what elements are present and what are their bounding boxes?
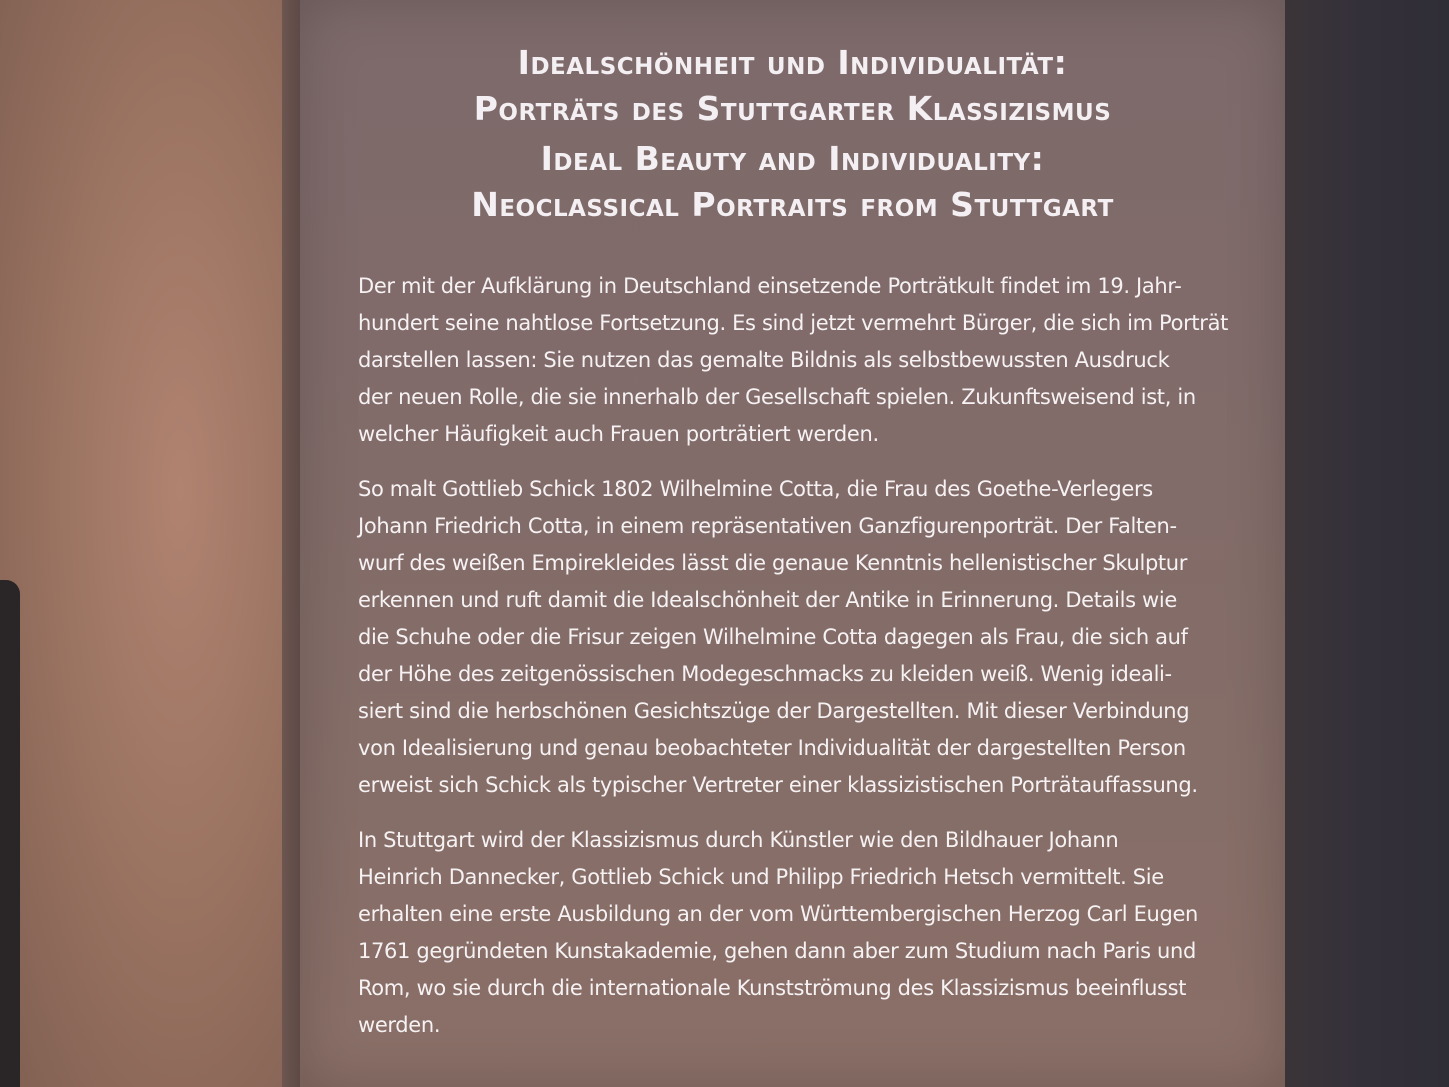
- text-line: 1761 gegründeten Kunstakademie, gehen dann aber zum Studium nach Paris und: [358, 939, 1196, 963]
- english-title: [300, 136, 1285, 228]
- dark-frame-edge: [0, 580, 20, 1087]
- text-line: hundert seine nahtlose Fortsetzung. Es sind jetzt vermehrt Bürger, die sich im Porträt: [358, 311, 1228, 335]
- text-line: werden.: [358, 1013, 441, 1037]
- text-line: der neuen Rolle, die sie innerhalb der Gesellschaft spielen. Zukunftsweisend ist, in: [358, 385, 1196, 409]
- text-line: die Schuhe oder die Frisur zeigen Wilhelmine Cotta dagegen als Frau, die sich auf: [358, 625, 1188, 649]
- paragraph-1: [358, 268, 1238, 453]
- text-line: welcher Häufigkeit auch Frauen porträtiert werden.: [358, 422, 879, 446]
- german-title: [300, 40, 1285, 132]
- paragraph-3: [358, 822, 1238, 1044]
- text-line: erweist sich Schick als typischer Vertreter einer klassizistischen Porträtauffassung.: [358, 773, 1198, 797]
- title-line: Porträts des Stuttgarter Klassizismus: [473, 89, 1112, 128]
- text-line: von Idealisierung und genau beobachteter Individualität der dargestellten Person: [358, 736, 1186, 760]
- text-line: erkennen und ruft damit die Idealschönheit der Antike in Erinnerung. Details wie: [358, 588, 1177, 612]
- wall-left: [0, 0, 300, 1087]
- text-line: Der mit der Aufklärung in Deutschland einsetzende Porträtkult findet im 19. Jahr-: [358, 274, 1182, 298]
- text-line: erhalten eine erste Ausbildung an der vom Württembergischen Herzog Carl Eugen: [358, 902, 1198, 926]
- text-line: So malt Gottlieb Schick 1802 Wilhelmine Cotta, die Frau des Goethe-Verlegers: [358, 477, 1153, 501]
- text-line: Rom, wo sie durch die internationale Kunstströmung des Klassizismus beeinflusst: [358, 976, 1187, 1000]
- paragraph-2: [358, 471, 1238, 804]
- title-line: Ideal Beauty and Individuality:: [540, 139, 1045, 178]
- text-line: darstellen lassen: Sie nutzen das gemalte Bildnis als selbstbewussten Ausdruck: [358, 348, 1170, 372]
- panel-body-text: [358, 268, 1238, 1062]
- text-line: der Höhe des zeitgenössischen Modegeschmacks zu kleiden weiß. Wenig ideali-: [358, 662, 1172, 686]
- text-line: siert sind die herbschönen Gesichtszüge der Dargestellten. Mit dieser Verbindung: [358, 699, 1190, 723]
- title-line: Neoclassical Portraits from Stuttgart: [471, 185, 1114, 224]
- wall-right: [1279, 0, 1449, 1087]
- text-line: In Stuttgart wird der Klassizismus durch Künstler wie den Bildhauer Johann: [358, 828, 1119, 852]
- panel-titles: [300, 40, 1285, 228]
- title-line: Idealschönheit und Individualität:: [517, 43, 1068, 82]
- text-line: wurf des weißen Empirekleides lässt die genaue Kenntnis hellenistischer Skulptur: [358, 551, 1188, 575]
- text-line: Heinrich Dannecker, Gottlieb Schick und Philipp Friedrich Hetsch vermittelt. Sie: [358, 865, 1164, 889]
- text-line: Johann Friedrich Cotta, in einem repräsentativen Ganzfigurenporträt. Der Falten-: [358, 514, 1177, 538]
